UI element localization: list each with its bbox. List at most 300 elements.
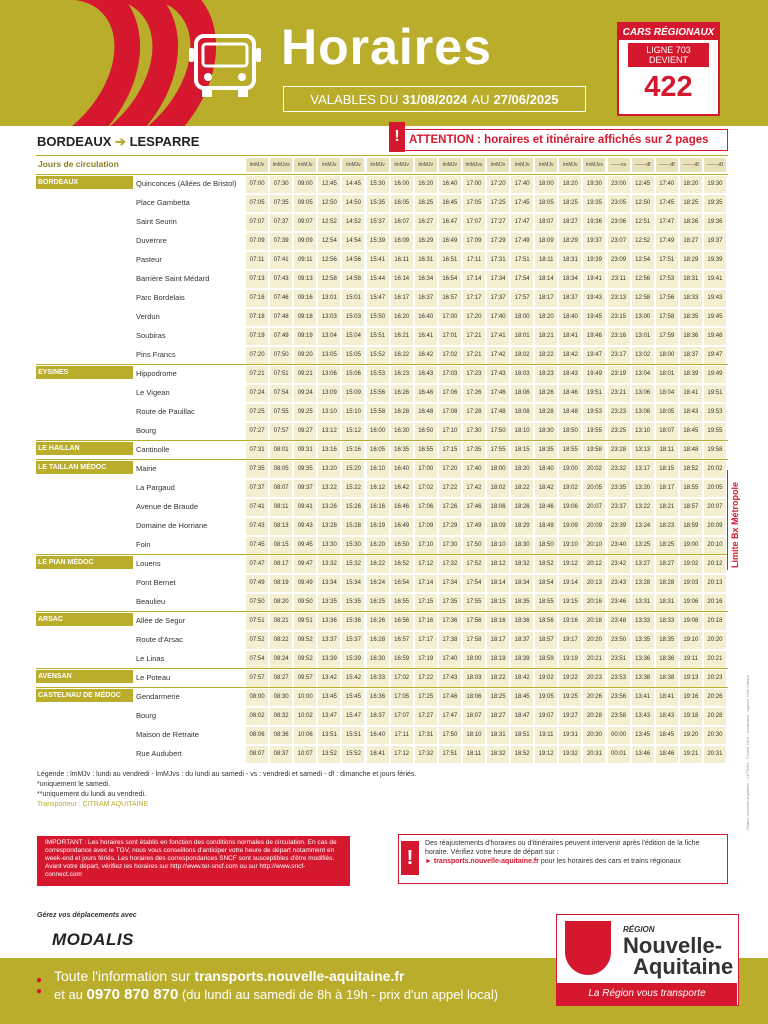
timetable-row: [36, 271, 728, 290]
departure-time: 09:45: [297, 542, 313, 548]
departure-time: 16:22: [394, 352, 410, 358]
departure-time: 18:55: [683, 485, 699, 491]
departure-time: 16:41: [418, 333, 434, 339]
bus-icon: [186, 30, 266, 102]
departure-time: 23:19: [611, 371, 627, 377]
departure-time: 19:20: [683, 732, 699, 738]
valid-to: 27/06/2025: [493, 91, 559, 107]
departure-time: 19:58: [707, 447, 723, 453]
departure-time: 13:38: [635, 675, 651, 681]
timetable-row: [36, 176, 728, 195]
departure-time: 18:09: [538, 238, 554, 244]
departure-time: 17:28: [466, 409, 482, 415]
column-header: lmMJv: [487, 158, 509, 172]
departure-time: 18:16: [490, 618, 506, 624]
departure-time: 19:43: [586, 295, 602, 301]
departure-time: 20:20: [707, 637, 723, 643]
footer-line-1: [54, 968, 404, 984]
departure-time: 17:11: [394, 732, 409, 738]
transporter-label: Transporteur :: [37, 801, 81, 808]
departure-time: 09:09: [297, 238, 313, 244]
departure-time: 17:32: [418, 751, 434, 757]
departure-time: 17:00: [418, 466, 434, 472]
departure-time: 17:20: [442, 466, 458, 472]
departure-time: 08:17: [273, 561, 289, 567]
column-header: -------df: [704, 158, 726, 172]
modalis-logo: MODALIS: [52, 930, 134, 949]
commune-label: AVENSAN: [36, 670, 133, 683]
departure-time: 17:34: [490, 276, 506, 282]
departure-time: 18:54: [538, 580, 554, 586]
departure-time: 13:05: [321, 352, 337, 358]
departure-time: 09:21: [297, 371, 313, 377]
departure-time: 15:37: [345, 637, 361, 643]
departure-time: 12:50: [321, 200, 337, 206]
departure-time: 17:10: [442, 428, 458, 434]
departure-time: 07:49: [273, 333, 289, 339]
departure-time: 13:27: [635, 561, 651, 567]
departure-time: 08:36: [273, 732, 289, 738]
departure-time: 19:45: [586, 314, 602, 320]
departure-time: 19:11: [683, 656, 699, 662]
departure-time: 19:36: [707, 219, 723, 225]
departure-time: 17:54: [466, 580, 482, 586]
departure-time: 08:37: [273, 751, 289, 757]
departure-time: 17:09: [466, 238, 482, 244]
old-line-label: LIGNE 703 DEVIENT: [627, 42, 710, 68]
departure-time: 16:48: [418, 409, 434, 415]
departure-time: 20:23: [707, 675, 723, 681]
departure-time: 18:45: [514, 694, 530, 700]
departure-time: 16:43: [418, 371, 434, 377]
print-credit: Région Nouvelle-Aquitaine - 24/TR/03 - Février 2024 - réalisation : agence Noël Campo: [745, 675, 750, 830]
departure-time: 18:00: [466, 656, 482, 662]
departure-time: 15:51: [370, 333, 386, 339]
departure-time: 18:07: [538, 219, 554, 225]
departure-time: 20:05: [707, 485, 723, 491]
departure-time: 18:35: [659, 637, 675, 643]
departure-time: 19:13: [683, 675, 699, 681]
departure-time: 17:55: [466, 599, 482, 605]
departure-time: 16:27: [418, 219, 434, 225]
departure-time: 23:16: [611, 333, 627, 339]
departure-time: 13:25: [635, 542, 651, 548]
departure-time: 18:17: [659, 485, 675, 491]
departure-time: 12:56: [635, 276, 651, 282]
departure-time: 17:43: [490, 371, 506, 377]
departure-time: 15:35: [370, 200, 386, 206]
departure-time: 16:34: [418, 276, 434, 282]
departure-time: 16:33: [370, 675, 386, 681]
departure-time: 23:21: [611, 390, 627, 396]
region-logo: [556, 914, 739, 1006]
departure-time: 17:53: [659, 276, 675, 282]
departure-time: 19:10: [562, 542, 578, 548]
header-band: [0, 0, 768, 126]
departure-time: 18:02: [514, 352, 530, 358]
departure-time: 23:51: [611, 656, 627, 662]
commune-divider: [36, 554, 728, 555]
departure-time: 13:17: [635, 466, 651, 472]
line-number: 422: [644, 71, 693, 103]
departure-time: 17:46: [442, 694, 458, 700]
timetable-row: [36, 328, 728, 347]
departure-time: 17:27: [418, 713, 434, 719]
departure-time: 19:49: [707, 371, 723, 377]
departure-time: 17:57: [514, 295, 530, 301]
departure-time: 20:05: [586, 485, 602, 491]
departure-time: 15:34: [345, 580, 361, 586]
departure-time: 17:32: [442, 561, 458, 567]
departure-time: 17:40: [442, 656, 458, 662]
departure-time: 18:43: [562, 371, 578, 377]
departure-time: 18:51: [514, 732, 530, 738]
departure-time: 17:20: [466, 314, 482, 320]
transporter-name: CITRAM AQUITAINE: [82, 801, 149, 808]
departure-time: 17:29: [442, 523, 458, 529]
departure-time: 17:07: [394, 713, 410, 719]
departure-time: 12:54: [635, 257, 651, 263]
departure-time: 18:55: [538, 599, 554, 605]
departure-time: 19:47: [586, 352, 602, 358]
departure-time: 16:21: [394, 333, 410, 339]
departure-time: 13:42: [321, 675, 337, 681]
departure-time: 23:35: [611, 485, 627, 491]
legend: [37, 770, 416, 810]
departure-time: 19:18: [683, 713, 699, 719]
route-from: BORDEAUX: [37, 134, 112, 149]
departure-time: 15:30: [370, 181, 386, 187]
departure-time: 19:36: [586, 219, 602, 225]
departure-time: 18:33: [683, 295, 699, 301]
departure-time: 17:37: [490, 295, 506, 301]
departure-time: 23:13: [611, 295, 627, 301]
departure-time: 07:21: [249, 371, 265, 377]
stop-name: Soubiras: [136, 331, 166, 340]
departure-time: 17:02: [394, 675, 410, 681]
modalis-caption: Gérez vos déplacements avec: [37, 912, 137, 919]
departure-time: 13:00: [635, 314, 651, 320]
departure-time: 08:21: [273, 618, 289, 624]
departure-time: 18:52: [514, 751, 530, 757]
departure-time: 16:09: [394, 238, 410, 244]
departure-time: 16:10: [370, 466, 386, 472]
departure-time: 20:16: [707, 599, 723, 605]
departure-time: 23:40: [611, 542, 627, 548]
departure-time: 18:06: [466, 694, 482, 700]
departure-time: 18:48: [683, 447, 699, 453]
departure-time: 07:57: [249, 675, 265, 681]
departure-time: 19:43: [707, 295, 723, 301]
departure-time: 16:49: [394, 523, 410, 529]
departure-time: 17:29: [490, 238, 506, 244]
notice-link[interactable]: ► transports.nouvelle-aquitaine.fr: [425, 858, 539, 865]
departure-time: 23:15: [611, 314, 627, 320]
departure-time: 19:12: [538, 751, 554, 757]
departure-time: 15:22: [345, 485, 361, 491]
departure-time: 15:16: [345, 447, 361, 453]
timetable-row: [36, 480, 728, 499]
departure-time: 15:53: [370, 371, 386, 377]
departure-time: 23:25: [611, 428, 627, 434]
departure-time: 17:06: [442, 390, 458, 396]
attention-banner: [394, 128, 728, 151]
departure-time: 16:26: [394, 390, 410, 396]
departure-time: 19:11: [538, 732, 554, 738]
stop-name: Gendarmerie: [136, 692, 180, 701]
departure-time: 13:13: [635, 447, 651, 453]
departure-time: 19:35: [707, 200, 723, 206]
departure-time: 09:31: [297, 447, 313, 453]
departure-time: 23:43: [611, 580, 627, 586]
stop-name: Cantinolle: [136, 445, 170, 454]
departure-time: 18:27: [490, 713, 506, 719]
stop-name: Le Linas: [136, 654, 165, 663]
departure-time: 17:02: [442, 352, 458, 358]
departure-time: 18:20: [514, 466, 530, 472]
legend-line: *uniquement le samedi.: [37, 781, 111, 788]
column-header: lmMJvs: [463, 158, 485, 172]
departure-time: 12:50: [635, 200, 651, 206]
departure-time: 16:29: [418, 238, 434, 244]
departure-time: 17:16: [418, 618, 434, 624]
departure-time: 17:46: [490, 390, 506, 396]
departure-time: 07:05: [249, 200, 265, 206]
page-title: Horaires: [281, 19, 492, 75]
departure-time: 19:30: [586, 181, 602, 187]
departure-time: 12:58: [635, 295, 651, 301]
departure-time: 07:43: [249, 523, 265, 529]
departure-time: 23:05: [611, 200, 627, 206]
departure-time: 14:54: [345, 238, 361, 244]
departure-time: 16:37: [418, 295, 434, 301]
departure-time: 17:14: [418, 580, 434, 586]
departure-time: 15:20: [345, 466, 361, 472]
departure-time: 18:46: [562, 390, 578, 396]
departure-time: 20:02: [586, 466, 602, 472]
departure-time: 18:23: [538, 371, 554, 377]
lion-shield-icon: [565, 921, 611, 975]
departure-time: 17:43: [442, 675, 458, 681]
departure-time: 16:30: [370, 656, 386, 662]
departure-time: 18:27: [683, 238, 699, 244]
departure-time: 17:51: [442, 751, 458, 757]
column-header: lmMJv: [294, 158, 316, 172]
departure-time: 07:39: [273, 238, 289, 244]
departure-time: 13:47: [321, 713, 337, 719]
departure-time: 17:30: [442, 542, 458, 548]
timetable-row: [36, 309, 728, 328]
stop-name: Place Gambetta: [136, 198, 190, 207]
commune-label: CASTELNAU DE MÉDOC: [36, 689, 133, 702]
departure-time: 23:56: [611, 694, 627, 700]
footer-prefix: Toute l'information sur: [54, 968, 191, 984]
departure-time: 16:52: [394, 561, 410, 567]
departure-time: 12:54: [321, 238, 337, 244]
departure-time: 13:01: [635, 333, 651, 339]
departure-time: 13:30: [321, 542, 337, 548]
metropole-limit-label: Limite Bx Métropole: [730, 481, 740, 568]
stop-name: Quinconces (Allées de Bristol): [136, 179, 237, 188]
important-notice: IMPORTANT : Les horaires sont établis en fonction des conditions normales de circulation. En cas de correspondance avec le TGV, nous vous conseillons d'anticiper votre heure de départ notamment en week-end et jours fériés. Les horaires des correspondances SNCF sont susceptibles d'être modifiés. Avant votre départ, vérifiez les horaires sur http://www.ter-sncf.com ou sur http://www.sncf-connect.com: [37, 836, 350, 886]
departure-time: 18:50: [562, 428, 578, 434]
departure-time: 23:53: [611, 675, 627, 681]
departure-time: 16:05: [394, 200, 410, 206]
departure-time: 16:54: [394, 580, 410, 586]
region-small: RÉGION: [623, 925, 655, 934]
departure-time: 16:17: [394, 295, 410, 301]
departure-time: 17:20: [490, 181, 506, 187]
departure-time: 08:00: [249, 694, 265, 700]
departure-time: 18:05: [538, 200, 554, 206]
departure-time: 23:48: [611, 618, 627, 624]
exclamation-icon: !: [389, 122, 405, 152]
departure-time: 19:07: [538, 713, 554, 719]
notice-text-2: pour les horaires des cars et trains régionaux: [540, 858, 681, 865]
departure-time: 18:29: [683, 257, 699, 263]
departure-time: 13:41: [635, 694, 651, 700]
departure-time: 13:45: [635, 732, 651, 738]
departure-time: 07:51: [249, 618, 265, 624]
departure-time: 10:02: [297, 713, 313, 719]
departure-time: 17:50: [466, 542, 482, 548]
departure-time: 13:36: [321, 618, 337, 624]
departure-time: 14:56: [345, 257, 361, 263]
departure-time: 16:25: [418, 200, 434, 206]
departure-time: 07:54: [249, 656, 265, 662]
departure-time: 13:16: [321, 447, 337, 453]
departure-time: 16:40: [442, 181, 458, 187]
departure-time: 18:33: [659, 618, 675, 624]
departure-time: 13:43: [635, 713, 651, 719]
departure-time: 20:02: [707, 466, 723, 472]
departure-time: 08:19: [273, 580, 289, 586]
departure-time: 13:31: [635, 599, 651, 605]
departure-time: 19:10: [683, 637, 699, 643]
departure-time: 07:07: [249, 219, 265, 225]
departure-time: 16:49: [442, 238, 458, 244]
departure-time: 16:22: [370, 561, 386, 567]
departure-time: 17:02: [418, 485, 434, 491]
footer-website-link[interactable]: transports.nouvelle-aquitaine.fr: [194, 968, 405, 984]
departure-time: 18:37: [683, 352, 699, 358]
departure-time: 17:12: [418, 561, 434, 567]
departure-time: 17:58: [466, 637, 482, 643]
departure-time: 09:18: [297, 314, 313, 320]
commune-label: BORDEAUX: [36, 176, 133, 189]
departure-time: 16:30: [394, 428, 410, 434]
departure-time: 20:13: [707, 580, 723, 586]
departure-time: 07:35: [249, 466, 265, 472]
departure-time: 18:25: [659, 542, 675, 548]
departure-time: 23:00: [611, 181, 627, 187]
departure-time: 17:55: [490, 447, 506, 453]
departure-time: 13:04: [635, 371, 651, 377]
departure-time: 17:10: [418, 542, 434, 548]
departure-time: 19:08: [683, 618, 699, 624]
departure-time: 19:39: [707, 257, 723, 263]
departure-time: 18:39: [683, 371, 699, 377]
departure-time: 18:56: [538, 618, 554, 624]
timetable-row: [36, 366, 728, 385]
departure-time: 20:26: [707, 694, 723, 700]
departure-time: 23:23: [611, 409, 627, 415]
departure-time: 19:31: [562, 732, 578, 738]
departure-time: 18:32: [514, 561, 530, 567]
departure-time: 19:06: [562, 504, 578, 510]
departure-time: 18:14: [490, 580, 506, 586]
stop-name: Le Poteau: [136, 673, 171, 682]
departure-time: 17:23: [466, 371, 482, 377]
departure-time: 15:52: [345, 751, 361, 757]
departure-time: 17:03: [442, 371, 458, 377]
departure-time: 19:25: [562, 694, 578, 700]
departure-time: 18:11: [659, 447, 675, 453]
timetable-row: [36, 404, 728, 423]
departure-time: 09:41: [297, 504, 313, 510]
departure-time: 15:47: [370, 295, 386, 301]
departure-time: 18:29: [514, 523, 530, 529]
departure-time: 18:55: [562, 447, 578, 453]
departure-time: 18:15: [490, 599, 506, 605]
departure-time: 17:14: [466, 276, 482, 282]
departure-time: 23:37: [611, 504, 627, 510]
departure-time: 07:51: [273, 371, 289, 377]
departure-time: 13:06: [321, 371, 337, 377]
stop-name: Hippodrome: [136, 369, 177, 378]
departure-time: 09:25: [297, 409, 313, 415]
departure-time: 13:37: [321, 637, 337, 643]
departure-time: 23:50: [611, 637, 627, 643]
departure-time: 19:51: [707, 390, 723, 396]
departure-time: 19:46: [586, 333, 602, 339]
departure-time: 18:59: [683, 523, 699, 529]
timetable-row: [36, 518, 728, 537]
departure-time: 09:13: [297, 276, 313, 282]
departure-time: 18:20: [538, 314, 554, 320]
departure-time: 07:11: [249, 257, 265, 263]
departure-time: 18:03: [514, 371, 530, 377]
departure-time: 18:59: [538, 656, 554, 662]
departure-time: 19:46: [707, 333, 723, 339]
departure-time: 16:46: [418, 390, 434, 396]
departure-time: 18:32: [490, 751, 506, 757]
stop-name: Parc Bordelais: [136, 293, 185, 302]
column-header: lmMJv: [318, 158, 340, 172]
departure-time: 08:22: [273, 637, 289, 643]
departure-time: 16:24: [370, 580, 386, 586]
departure-time: 18:07: [466, 713, 482, 719]
departure-time: 12:45: [321, 181, 337, 187]
footer-phone[interactable]: 0970 870 870: [86, 986, 179, 1003]
departure-time: 18:21: [538, 333, 554, 339]
column-header: lmMJv: [511, 158, 533, 172]
departure-time: 17:35: [466, 447, 482, 453]
departure-time: 08:15: [273, 542, 289, 548]
departure-time: 19:47: [707, 352, 723, 358]
departure-time: 09:16: [297, 295, 313, 301]
departure-time: 07:57: [273, 428, 289, 434]
departure-time: 17:15: [442, 447, 458, 453]
departure-time: 18:31: [490, 732, 506, 738]
departure-time: 16:20: [370, 542, 386, 548]
departure-time: 07:13: [249, 276, 265, 282]
departure-time: 19:02: [562, 485, 578, 491]
departure-time: 15:30: [345, 542, 361, 548]
departure-time: 16:50: [394, 542, 410, 548]
departure-time: 20:26: [586, 694, 602, 700]
departure-time: 23:28: [611, 447, 627, 453]
